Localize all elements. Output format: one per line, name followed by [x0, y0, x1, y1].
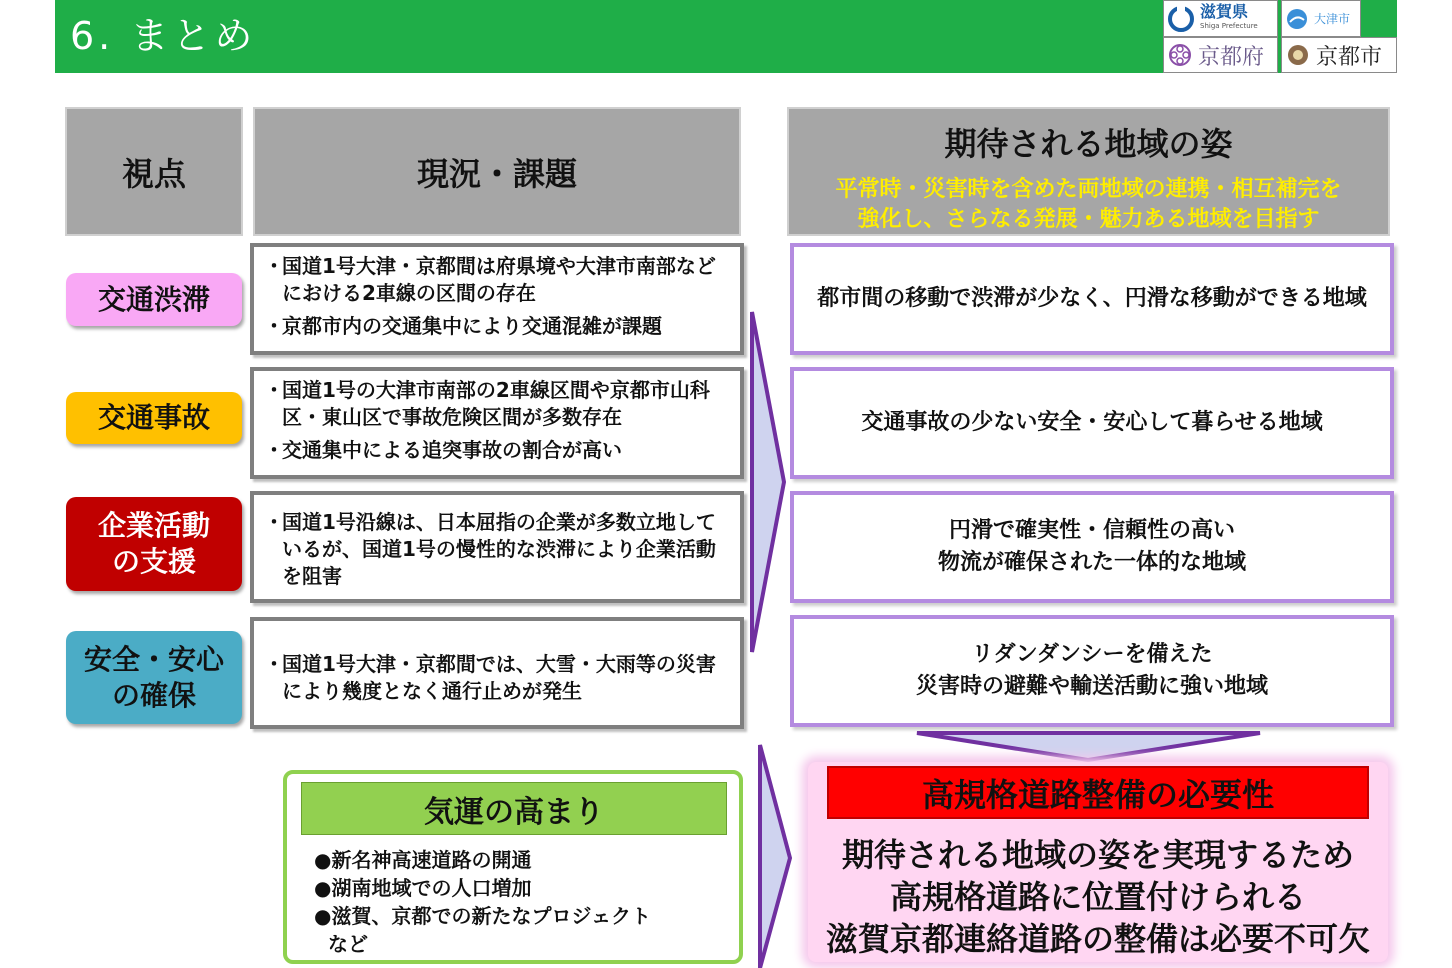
otsu-logo-text: 大津市	[1314, 12, 1351, 26]
goal-text: 円滑で確実性・信頼性の高い	[948, 518, 1235, 543]
issues-header: 現況・課題	[253, 107, 741, 236]
momentum-item: ●滋賀、京都での新たなプロジェクト	[314, 904, 652, 928]
viewpoint-header: 視点	[65, 107, 243, 236]
issue-text: 国道1号大津・京都間では、大雪・大雨等の災害により幾度となく通行止めが発生	[282, 652, 716, 703]
issue-text: 国道1号大津・京都間は府県境や大津市南部などにおける2車線の区間の存在	[282, 254, 716, 305]
down-arrow	[917, 733, 1260, 760]
momentum-title: 気運の高まり	[301, 782, 727, 835]
momentum-list	[314, 846, 724, 958]
issue-item: ・ 京都市内の交通集中により交通混雑が課題	[264, 314, 662, 338]
necessity-line: 期待される地域の姿を実現するため	[841, 836, 1354, 874]
tag-line: の支援	[111, 545, 196, 578]
shiga-logo-en: Shiga Prefecture	[1200, 21, 1258, 30]
issue-item: ・ 国道1号の大津市南部の2車線区間や京都市山科区・東山区で事故危険区間が多数存在	[264, 377, 732, 431]
tag-traffic-accident: 交通事故	[66, 392, 242, 444]
necessity-title: 高規格道路整備の必要性	[827, 766, 1369, 819]
tag-traffic-congestion: 交通渋滞	[66, 273, 242, 326]
goal-text: 交通事故の少ない安全・安心して暮らせる地域	[861, 410, 1323, 435]
right-arrow-upper	[752, 312, 784, 652]
expectation-subtitle-line: 強化し、さらなる発展・魅力ある地域を目指す	[857, 207, 1320, 232]
momentum-item: など	[328, 932, 368, 956]
issue-text: 国道1号沿線は、日本屈指の企業が多数立地しているが、国道1号の慢性的な渋滞により企業活動を阻害	[282, 510, 716, 588]
issue-text: 国道1号の大津市南部の2車線区間や京都市山科区・東山区で事故危険区間が多数存在	[282, 378, 710, 429]
goal-text: 災害時の避難や輸送活動に強い地域	[915, 674, 1268, 699]
momentum-item: ●新名神高速道路の開通	[314, 848, 532, 872]
necessity-line: 滋賀京都連絡道路の整備は必要不可欠	[825, 920, 1370, 958]
expectation-title: 期待される地域の姿	[944, 125, 1233, 163]
tag-line: の確保	[111, 678, 196, 712]
issue-item: ・ 交通集中による追突事故の割合が高い	[264, 438, 622, 462]
issue-item: ・ 国道1号沿線は、日本屈指の企業が多数立地しているが、国道1号の慢性的な渋滞により企業活動を阻害	[264, 509, 732, 590]
necessity-text	[808, 834, 1388, 960]
goal-text: リダンダンシーを備えた	[971, 642, 1213, 667]
necessity-box	[808, 762, 1388, 962]
goal-text: 物流が確保された一体的な地域	[937, 550, 1246, 575]
issue-text: 京都市内の交通集中により交通混雑が課題	[282, 314, 662, 338]
kyoto-city-logo-text: 京都市	[1316, 44, 1383, 70]
shiga-logo-text: 滋賀県	[1200, 1, 1249, 21]
right-arrow-lower	[760, 745, 790, 968]
tag-line: 企業活動	[97, 509, 210, 542]
issue-item: ・ 国道1号大津・京都間では、大雪・大雨等の災害により幾度となく通行止めが発生	[264, 651, 732, 705]
momentum-item: ●湖南地域での人口増加	[314, 876, 532, 900]
page-title: 6. まとめ	[70, 14, 257, 58]
goal-text: 都市間の移動で渋滞が少なく、円滑な移動ができる地域	[817, 286, 1367, 311]
expectation-subtitle-line: 平常時・災害時を含めた両地域の連携・相互補完を	[835, 177, 1342, 202]
issue-text: 交通集中による追突事故の割合が高い	[282, 438, 622, 462]
necessity-line: 高規格道路に位置付けられる	[889, 878, 1306, 916]
issue-item: ・ 国道1号大津・京都間は府県境や大津市南部などにおける2車線の区間の存在	[264, 253, 732, 307]
tag-line: 安全・安心	[83, 642, 224, 676]
kyoto-pref-logo-text: 京都府	[1198, 44, 1265, 70]
momentum-box	[283, 770, 743, 964]
